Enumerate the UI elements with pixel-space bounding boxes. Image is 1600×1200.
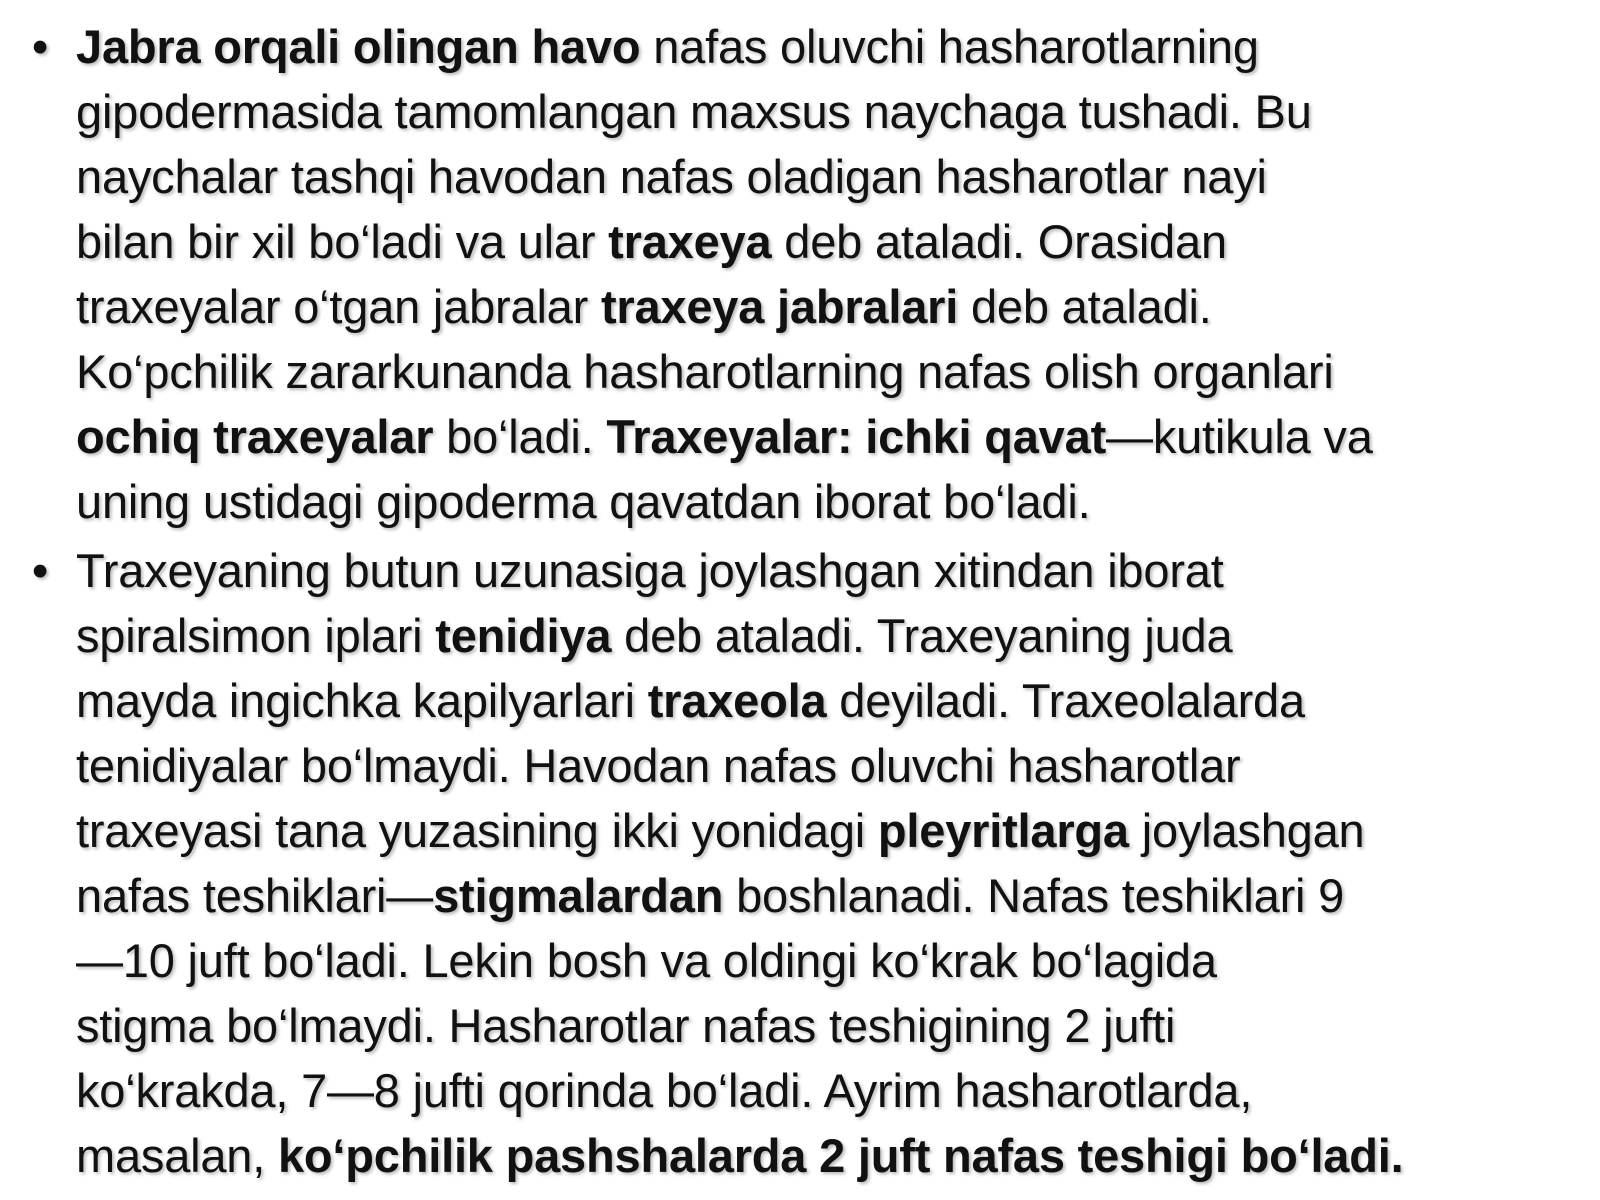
text-run: deyiladi. Traxeolalarda (826, 674, 1305, 727)
text-line (76, 733, 1590, 798)
bullet-icon: • (31, 20, 49, 73)
text-run: bilan bir xil bo‘ladi va ular (76, 215, 609, 268)
bold-term: stigmalardan (433, 869, 724, 922)
bold-term: traxeya jabralari (600, 280, 959, 333)
text-line (76, 209, 1590, 274)
bullet-icon: • (31, 544, 49, 597)
text-run: traxeyalar o‘tgan jabralar (76, 280, 601, 333)
text-run: traxeyasi tana yuzasining ikki yonidagi (76, 804, 878, 857)
bold-term: Traxeyalar: ichki qavat (606, 410, 1107, 463)
bullet-paragraph-1 (20, 14, 1590, 534)
bullet-list (20, 14, 1590, 1192)
bold-term: ko‘pchilik pashshalarda 2 juft nafas teshigi bo‘ladi. (277, 1129, 1404, 1182)
text-run: nafas oluvchi hasharotlarning (640, 20, 1259, 73)
text-line (76, 14, 1590, 79)
text-line (76, 1123, 1590, 1188)
bold-term: Jabra orqali olingan havo (76, 20, 641, 73)
text-line (76, 798, 1590, 863)
text-run: tenidiyalar bo‘lmaydi. Havodan nafas oluvchi hasharotlar (76, 739, 1241, 792)
bold-term: pleyritlarga (877, 804, 1129, 857)
text-run: spiralsimon iplari (76, 609, 436, 662)
text-line (76, 538, 1590, 603)
text-run: deb ataladi. (958, 280, 1212, 333)
text-run: bo‘ladi. (433, 410, 607, 463)
text-line (76, 668, 1590, 733)
text-line (76, 603, 1590, 668)
bold-term: ochiq traxeyalar (76, 410, 434, 463)
text-run: boshlanadi. Nafas teshiklari 9 (723, 869, 1345, 922)
text-run: —kutikula va (1106, 410, 1373, 463)
text-line (76, 274, 1590, 339)
bold-term: traxeya (608, 215, 772, 268)
bullet-paragraph-2 (20, 538, 1590, 1188)
text-run: mayda ingichka kapilyarlari (76, 674, 648, 727)
text-run: gipodermasida tamomlangan maxsus naychaga tushadi. Bu (76, 85, 1312, 138)
text-run: nafas teshiklari— (76, 869, 434, 922)
text-line (76, 469, 1590, 534)
text-run: deb ataladi. Orasidan (771, 215, 1227, 268)
text-line (76, 404, 1590, 469)
text-line (76, 993, 1590, 1058)
text-run: Ko‘pchilik zararkunanda hasharotlarning nafas olish organlari (76, 345, 1334, 398)
text-line (76, 339, 1590, 404)
text-line (76, 1058, 1590, 1123)
text-run: deb ataladi. Traxeyaning juda (611, 609, 1233, 662)
bold-term: traxeola (647, 674, 827, 727)
text-run: Traxeyaning butun uzunasiga joylashgan xitindan iborat (76, 544, 1224, 597)
text-run: stigma bo‘lmaydi. Hasharotlar nafas teshigining 2 jufti (76, 999, 1176, 1052)
text-run: uning ustidagi gipoderma qavatdan iborat bo‘ladi. (76, 475, 1091, 528)
text-line (76, 144, 1590, 209)
text-run: —10 juft bo‘ladi. Lekin bosh va oldingi ko‘krak bo‘lagida (76, 934, 1217, 987)
text-run: ko‘krakda, 7—8 jufti qorinda bo‘ladi. Ayrim hasharotlarda, (76, 1064, 1253, 1117)
bold-term: tenidiya (435, 609, 612, 662)
text-run: naychalar tashqi havodan nafas oladigan hasharotlar nayi (76, 150, 1267, 203)
text-line (76, 79, 1590, 144)
text-line (76, 863, 1590, 928)
text-line (76, 928, 1590, 993)
text-run: masalan, (76, 1129, 278, 1182)
text-run: joylashgan (1128, 804, 1365, 857)
